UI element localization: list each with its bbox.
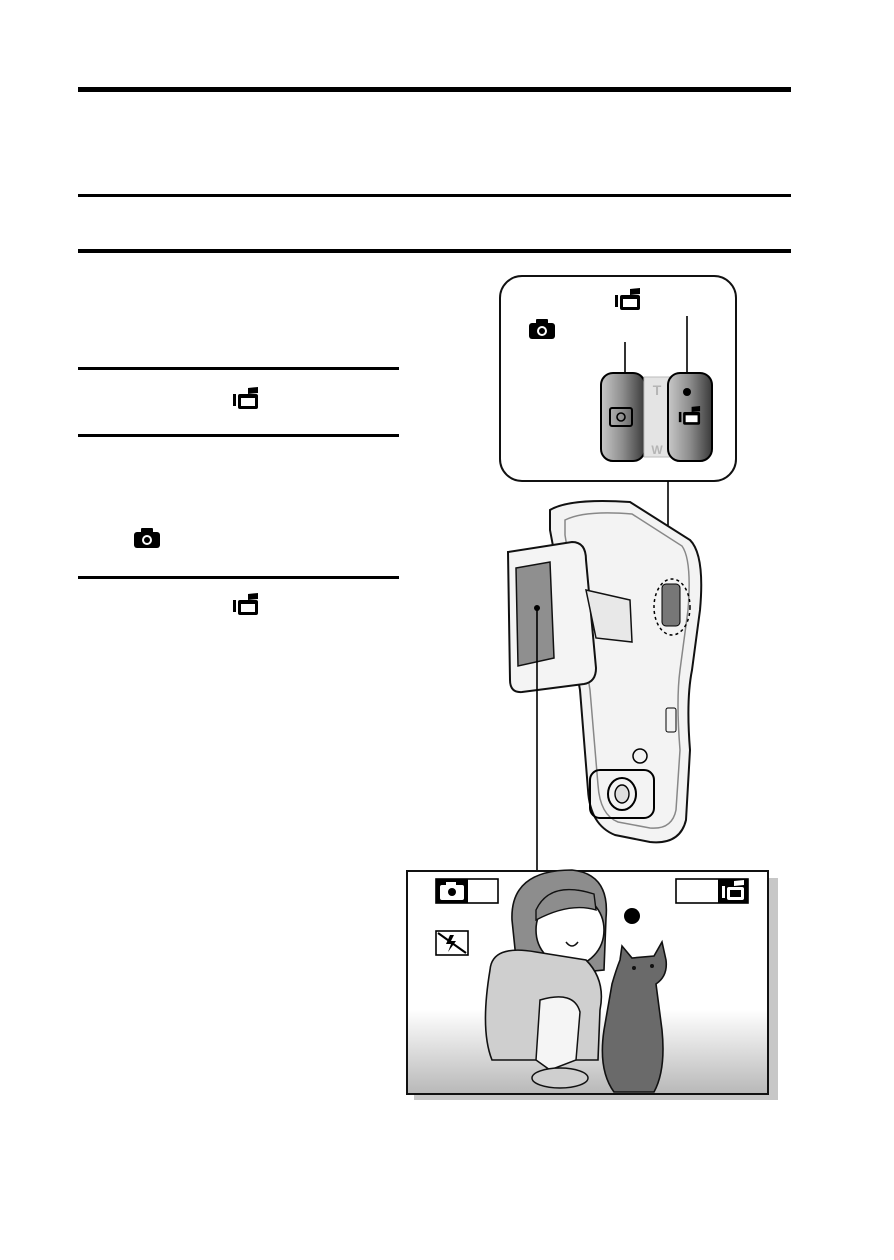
video-camera-icon bbox=[232, 593, 260, 617]
section-rule-1 bbox=[78, 367, 399, 370]
video-camera-icon bbox=[232, 387, 260, 411]
svg-text:T: T bbox=[652, 382, 662, 398]
header-rule-top bbox=[78, 87, 791, 92]
still-camera-icon bbox=[133, 527, 161, 549]
camera-illustration bbox=[400, 270, 790, 1120]
record-indicator-dot bbox=[624, 908, 640, 924]
lcd-screen-view bbox=[407, 870, 778, 1100]
header-rule-middle bbox=[78, 194, 791, 197]
still-camera-icon bbox=[436, 879, 498, 903]
section-rule-3 bbox=[78, 576, 399, 579]
svg-text:W: W bbox=[651, 443, 663, 457]
video-camera-icon bbox=[676, 879, 748, 903]
section-rule-2 bbox=[78, 434, 399, 437]
flash-off-icon bbox=[436, 931, 468, 955]
button-callout-panel bbox=[500, 276, 736, 481]
header-rule-bottom bbox=[78, 249, 791, 253]
